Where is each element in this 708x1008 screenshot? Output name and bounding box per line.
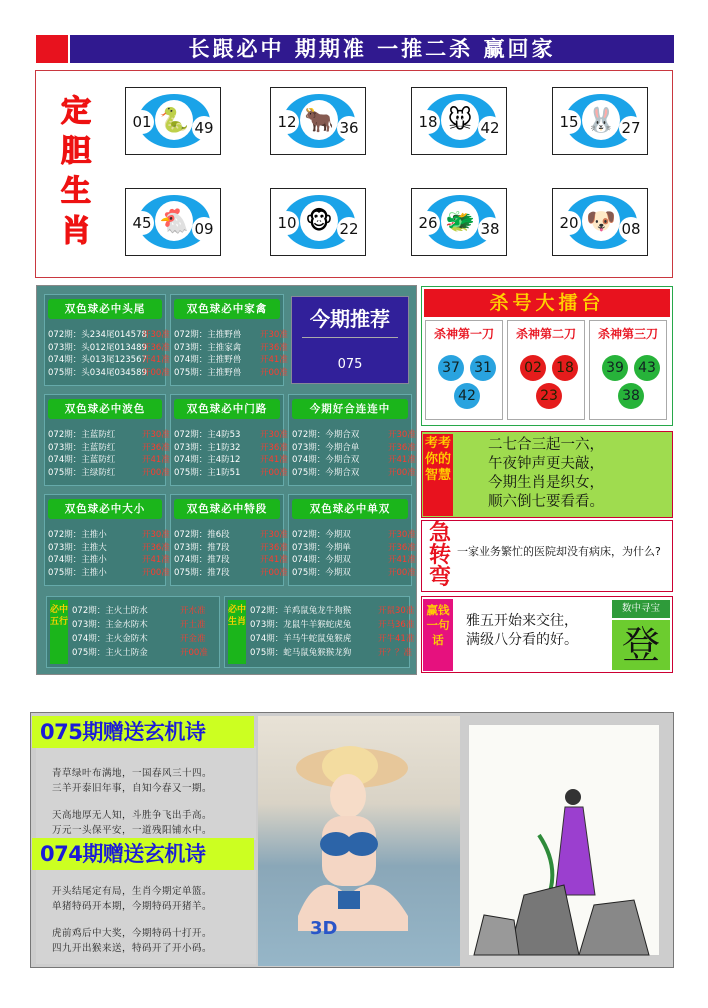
zodiac-number: 08 (619, 217, 643, 241)
snake-icon: 🐍 (155, 100, 193, 140)
poem-line: 虎前鸡后中大奖，今期特码十打开。 (52, 928, 213, 939)
group-row: 075期：今期双 开00准 (292, 567, 416, 578)
group-row: 075期：主1防51 开00准 (174, 467, 288, 478)
group-row: 073期：主推家禽 开36准 (174, 342, 288, 353)
treasure-char: 登 (612, 620, 670, 670)
group-row: 073期：今期合单 开36准 (292, 442, 416, 453)
photo-image (258, 716, 460, 966)
zodiac-number: 15 (557, 110, 581, 134)
group-row: 075期：蛇马鼠兔猴猴龙狗 开？？准 (250, 648, 413, 658)
group-row: 075期：主绿防红 开00准 (48, 467, 170, 478)
group-row: 073期：龙鼠牛羊猴蛇虎兔 开马36准 (250, 620, 415, 630)
zodiac-card (125, 87, 221, 155)
zodiac-number: 10 (275, 211, 299, 235)
group-row: 075期：主推野兽 开00准 (174, 367, 288, 378)
kill-number-title: 杀号大擂台 (424, 289, 670, 317)
zodiac-number: 42 (478, 116, 502, 140)
poem-line: 三羊开泰旧年事，自知今春又一期。 (52, 783, 213, 794)
header-accent (36, 35, 68, 63)
group-row: 074期：今期双 开41准 (292, 555, 416, 565)
zodiac-number: 01 (130, 110, 154, 134)
zodiac-card (411, 87, 507, 155)
zodiac-card (270, 188, 366, 256)
group-row: 074期：推7段 开41准 (174, 555, 288, 565)
brain-teaser-label: 急转弯 (428, 521, 451, 590)
group-title: 双色球必中单双 (292, 499, 408, 519)
poem-line: 开头结尾定有局，生肖今期定单篮。 (52, 886, 213, 897)
group-row: 073期：主推大 开36准 (48, 542, 170, 553)
group-row: 072期：头234尾014578 开30准 (48, 330, 170, 340)
kill-number-ball: 18 (552, 355, 578, 381)
treasure-title: 数中寻宝 (612, 600, 670, 618)
group-row: 074期：今期合双 开41准 (292, 455, 416, 465)
page-title: 长跟必中 期期准 一推二杀 赢回家 (70, 35, 674, 63)
painting-figure (469, 725, 661, 957)
group-row: 072期：今期双 开30准 (292, 530, 416, 540)
riddle-label: 考考你的智慧 (423, 434, 453, 516)
group-row: 072期：主推小 开30准 (48, 530, 170, 540)
zodiac-number: 22 (337, 217, 361, 241)
kill-number-ball: 38 (618, 383, 644, 409)
group-row: 072期：今期合双 开30准 (292, 430, 416, 440)
group-row: 073期：推7段 开36准 (174, 542, 288, 553)
knife-title: 杀神第一刀 (433, 327, 494, 341)
group-row: 074期：头013尾123567 开41准 (48, 355, 170, 365)
group-row: 074期：主蓝防红 开41准 (48, 455, 170, 465)
poem-075-title: 075期赠送玄机诗 (32, 716, 254, 748)
kill-number-ball: 37 (438, 355, 464, 381)
recommend-value: 075 (337, 357, 363, 372)
ox-icon: 🐂 (300, 100, 338, 140)
poem-line: 天高地厚无人知，斗胜争飞出手高。 (52, 810, 213, 821)
divider (302, 337, 398, 338)
group-row: 072期：主推野兽 开30准 (174, 330, 288, 340)
recommend-title: 今期推荐 (310, 307, 390, 331)
poem-074-title: 074期赠送玄机诗 (32, 838, 254, 870)
group-title: 双色球必中特段 (174, 499, 280, 519)
group-title: 双色球必中大小 (48, 499, 162, 519)
group-row: 073期：主金水防木 开土准 (72, 620, 206, 630)
poem-line: 青草绿叶布满地，一国春风三十四。 (52, 768, 213, 779)
group-row: 072期：推6段 开30准 (174, 530, 288, 540)
recommend-box (291, 296, 409, 384)
zodiac-number: 09 (192, 217, 216, 241)
zodiac-number: 45 (130, 211, 154, 235)
group-row: 073期：主蓝防红 开36准 (48, 442, 170, 453)
zodiac-card (125, 188, 221, 256)
zodiac-number: 12 (275, 110, 299, 134)
rabbit-icon: 🐰 (582, 100, 620, 140)
zodiac-title: 定胆生肖 (61, 94, 91, 249)
knife-title: 杀神第三刀 (597, 327, 658, 341)
win-text: 雅五开始来交往， 满级八分看的好。 (466, 613, 578, 648)
zodiac-card (552, 188, 648, 256)
group-row: 075期：头034尾034589 开00准 (48, 367, 170, 378)
group-row: 074期：主推野兽 开41准 (174, 355, 288, 365)
group-row: 072期：主火土防水 开水准 (72, 606, 206, 616)
group-row: 075期：推7段 开00准 (174, 567, 288, 578)
rooster-icon: 🐔 (155, 201, 193, 241)
group-title: 双色球必中家禽 (174, 299, 280, 319)
riddle-text: 二七合三起一六， 午夜钟声更夫敲， 今期生肖是织女， 顺六倒七要看看。 (488, 437, 604, 510)
group-row: 075期：主推小 开00准 (48, 567, 170, 578)
group-row: 074期：羊马牛蛇鼠兔猴虎 开牛41准 (250, 634, 415, 644)
kill-number-ball: 23 (536, 383, 562, 409)
painting-image (468, 724, 660, 956)
zodiac-number: 49 (192, 116, 216, 140)
group-row: 074期：主火金防木 开金准 (72, 634, 206, 644)
zodiac-card (552, 87, 648, 155)
zodiac-number: 20 (557, 211, 581, 235)
zodiac-number: 38 (478, 217, 502, 241)
kill-knife-box (507, 320, 585, 420)
group-row: 075期：今期合双 开00准 (292, 467, 416, 478)
kill-number-ball: 02 (520, 355, 546, 381)
group-label: 必中生肖 (228, 600, 246, 664)
zodiac-card (411, 188, 507, 256)
dragon-icon: 🐲 (441, 201, 479, 241)
kill-knife-box (425, 320, 503, 420)
group-title: 双色球必中头尾 (48, 299, 162, 319)
kill-number-ball: 42 (454, 383, 480, 409)
win-label: 赢钱一句话 (423, 599, 453, 671)
group-row: 072期：主蓝防红 开30准 (48, 430, 170, 440)
dog-icon: 🐶 (582, 201, 620, 241)
group-title: 双色球必中波色 (48, 399, 162, 419)
group-row: 072期：羊鸡鼠兔龙牛狗猴 开鼠30准 (250, 606, 415, 616)
kill-number-ball: 31 (470, 355, 496, 381)
zodiac-number: 26 (416, 211, 440, 235)
group-row: 075期：主火土防金 开00准 (72, 648, 208, 658)
zodiac-number: 36 (337, 116, 361, 140)
group-row: 073期：今期单 开36准 (292, 542, 416, 553)
kill-number-ball: 39 (602, 355, 628, 381)
group-row: 074期：主推小 开41准 (48, 555, 170, 565)
poem-line: 四九开出猴来送，特码开了开小码。 (52, 943, 213, 954)
poem-line: 单猪特码开本期，今期特码开猪羊。 (52, 901, 213, 912)
group-row: 073期：主1防32 开36准 (174, 442, 288, 453)
svg-text:3D: 3D (310, 918, 338, 939)
group-title: 今期好合连连中 (292, 399, 408, 419)
rat-icon: 🐭 (441, 100, 479, 140)
group-row: 073期：头012尾013489 开36准 (48, 342, 170, 353)
group-label: 必中五行 (50, 600, 68, 664)
knife-title: 杀神第二刀 (515, 327, 576, 341)
monkey-icon: 🐵 (300, 201, 338, 241)
poem-line: 万元一头保平安，一道残阳铺水中。 (52, 825, 213, 836)
zodiac-number: 27 (619, 116, 643, 140)
zodiac-number: 18 (416, 110, 440, 134)
kill-knife-box (589, 320, 667, 420)
zodiac-card (270, 87, 366, 155)
kill-number-ball: 43 (634, 355, 660, 381)
group-row: 072期：主4防53 开30准 (174, 430, 288, 440)
brain-teaser-text: 一家业务繁忙的医院却没有病床，为什么? (457, 545, 661, 558)
group-title: 双色球必中门路 (174, 399, 280, 419)
photo-figure (258, 716, 460, 966)
group-row: 074期：主4防12 开41准 (174, 455, 288, 465)
